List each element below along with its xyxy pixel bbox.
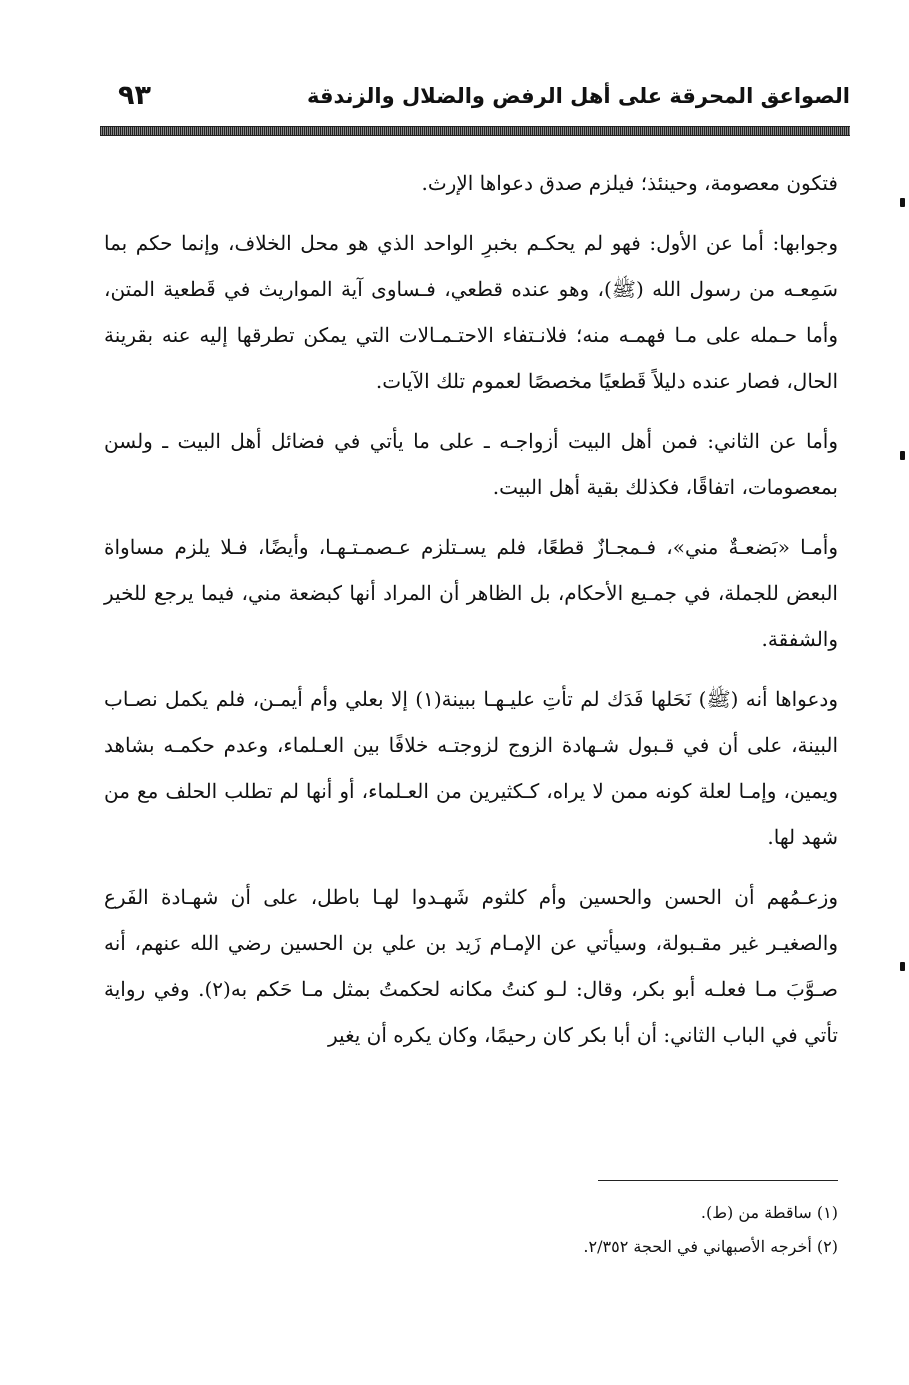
- header-rule: [100, 126, 850, 136]
- footnote: (١) ساقطة من (ط).: [700, 1203, 838, 1222]
- paragraph: وزعـمُهم أن الحسن والحسين وأم كلثوم شَهـدوا لهـا باطل، على أن شهـادة الفَرع والصغيـر غير مقـبولة، وسيأتي عن الإمـام زَيد بن علي بن الحسين رضي الله عنهم، أنه صـوَّبَ مـا فعلـه أبو بكر، وقال: لـو كنتُ مكانه لحكمتُ بمثل مـا حَكم به(٢). وفي رواية تأتي في الباب الثاني: أن أبا بكر كان رحيمًا، وكان يكره أن يغير: [104, 885, 838, 1047]
- paragraph: وأما عن الثاني: فمن أهل البيت أزواجـه ـ على ما يأتي في فضائل أهل البيت ـ ولسن بمعصومات، اتفاقًا، فكذلك بقية أهل البيت.: [104, 429, 838, 499]
- page-header: [100, 78, 850, 122]
- margin-mark: [900, 198, 905, 207]
- paragraph: ودعواها أنه (ﷺ) نَحَلها فَدَك لم تأتِ عليـهـا ببينة(١) إلا بعلي وأم أيمـن، فلم يكمل نصـاب البينة، على أن في قـبول شـهادة الزوج لزوجتـه خلافًا بين العـلماء، وعدم حكمـه بشاهد ويمين، وإمـا لعلة كونه ممن لا يراه، كـكثيرين من العـلماء، أو أنها لم تطلب الحلف مع من شهد لها.: [104, 687, 838, 849]
- paragraph: فتكون معصومة، وحينئذ؛ فيلزم صدق دعواها الإرث.: [421, 171, 838, 195]
- page-number: ٩٣: [118, 80, 151, 111]
- footnotes: [104, 1196, 838, 1264]
- running-title: الصواعق المحرقة على أهل الرفض والضلال والزندقة: [306, 84, 850, 108]
- footnote: (٢) أخرجه الأصبهاني في الحجة ٢/٣٥٢.: [583, 1237, 838, 1256]
- paragraph: وأمـا «بَضعـةٌ مني»، فـمجـازٌ قطعًا، فلم يسـتلزم عـصمـتـهـا، وأيضًا، فـلا يلزم مساواة البعض للجملة، في جمـيع الأحكام، بل الظاهر أن المراد أنها كبضعة مني، فيما يرجع للخير والشفقة.: [104, 535, 838, 651]
- margin-mark: [900, 451, 905, 460]
- footnote-separator: [598, 1180, 838, 1181]
- margin-mark: [900, 962, 905, 971]
- paragraph: وجوابها: أما عن الأول: فهو لم يحكـم بخبرِ الواحد الذي هو محل الخلاف، وإنما حكم بما سَمِعـه من رسول الله (ﷺ)، وهو عنده قطعي، فـساوى آية المواريث في قَطعية المتن، وأما حـمله على مـا فهمـه منه؛ فلانـتفاء الاحتـمـالات التي يمكن تطرقها إليه عنه بقرينة الحال، فصار عنده دليلاً قَطعيًا مخصصًا لعموم تلك الآيات.: [104, 231, 838, 393]
- body-text: [104, 160, 838, 1072]
